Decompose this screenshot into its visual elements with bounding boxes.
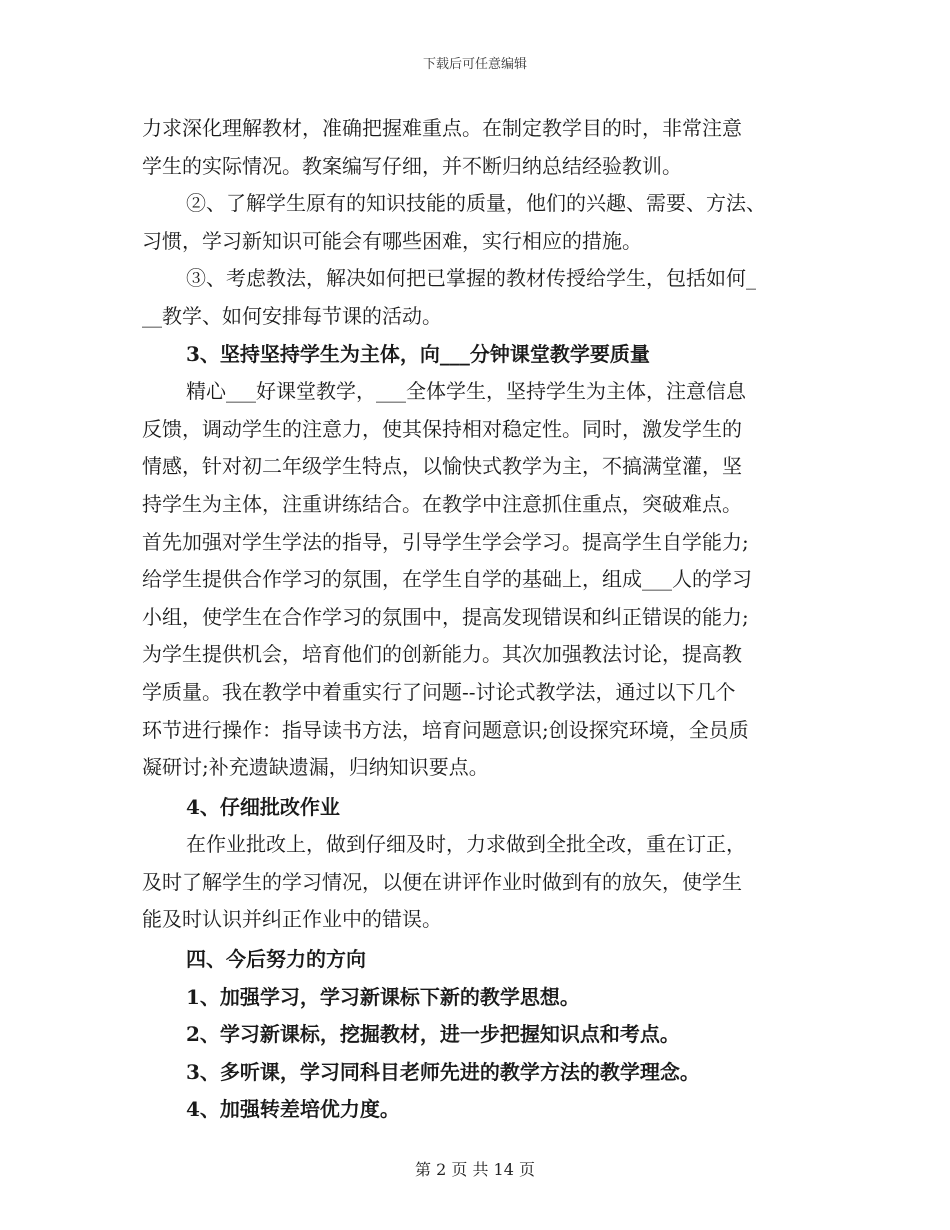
body-line: 为学生提供机会，培育他们的创新能力。其次加强教法讨论，提高教 (142, 642, 742, 667)
body-line: 凝研讨;补充遗缺遗漏，归纳知识要点。 (142, 755, 489, 780)
section-heading: 四、今后努力的方向 (186, 947, 366, 972)
body-line: 及时了解学生的学习情况，以便在讲评作业时做到有的放矢，使学生 (142, 869, 742, 894)
body-line: 反馈，调动学生的注意力，使其保持相对稳定性。同时，激发学生的 (142, 416, 742, 441)
body-line: 情感，针对初二年级学生特点，以愉快式教学为主，不搞满堂灌，坚 (142, 454, 742, 479)
section-heading: 4、仔细批改作业 (186, 794, 340, 819)
body-line: 给学生提供合作学习的氛围，在学生自学的基础上，组成___人的学习 (142, 567, 752, 592)
list-item: 1、加强学习，学习新课标下新的教学思想。 (186, 984, 580, 1009)
document-body (142, 110, 822, 1129)
body-line: 持学生为主体，注重讲练结合。在教学中注意抓住重点，突破难点。 (142, 491, 742, 516)
list-item: 2、学习新课标，挖掘教材，进一步把握知识点和考点。 (186, 1022, 680, 1047)
page-number: 第 2 页 共 14 页 (415, 1160, 535, 1179)
list-item: 4、加强转差培优力度。 (186, 1097, 400, 1122)
body-line: 学质量。我在教学中着重实行了问题--讨论式教学法，通过以下几个 (142, 679, 736, 704)
section-heading: 3、坚持坚持学生为主体，向___分钟课堂教学要质量 (186, 341, 650, 366)
list-item: 3、多听课，学习同科目老师先进的教学方法的教学理念。 (186, 1059, 700, 1084)
body-line: ②、了解学生原有的知识技能的质量，他们的兴趣、需要、方法、 (186, 191, 766, 216)
body-line: 在作业批改上，做到仔细及时，力求做到全批全改，重在订正， (186, 832, 746, 857)
body-line: 学生的实际情况。教案编写仔细，并不断归纳总结经验教训。 (142, 153, 682, 178)
body-line: 力求深化理解教材，准确把握难重点。在制定教学目的时，非常注意 (142, 116, 742, 140)
body-line: 小组，使学生在合作学习的氛围中，提高发现错误和纠正错误的能力; (142, 604, 749, 629)
body-line: ③、考虑教法，解决如何把已掌握的教材传授给学生，包括如何_ (186, 266, 756, 291)
body-line: 环节进行操作：指导读书方法，培育问题意识;创设探究环境，全员质 (142, 717, 749, 742)
header-note: 下载后可任意编辑 (422, 57, 527, 72)
body-line: 能及时认识并纠正作业中的错误。 (142, 907, 442, 932)
body-line: 精心___好课堂教学，___全体学生，坚持学生为主体，注意信息 (186, 379, 746, 404)
body-line: __教学、如何安排每节课的活动。 (142, 303, 442, 328)
body-line: 首先加强对学生学法的指导，引导学生学会学习。提高学生自学能力; (142, 529, 749, 554)
body-line: 习惯，学习新知识可能会有哪些困难，实行相应的措施。 (142, 228, 642, 253)
